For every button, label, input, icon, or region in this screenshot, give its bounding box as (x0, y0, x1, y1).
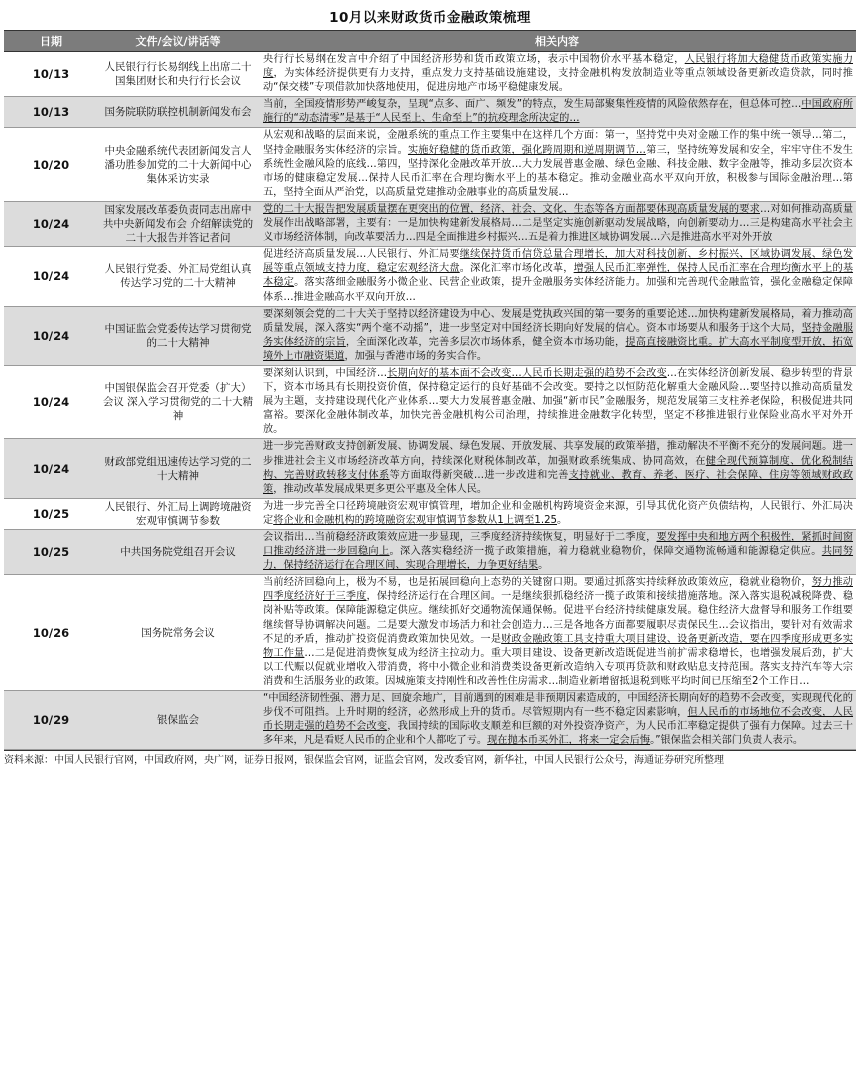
emphasized-text: 继续保持货币信贷总量合理增长，加大对科技创新、乡村振兴、区域协调发展、绿色发展等重点领域支持力度，稳定宏观经济大盘 (263, 249, 854, 275)
content-text: 。 (538, 560, 549, 572)
table-header (4, 31, 856, 52)
emphasized-text: 要发挥中央和地方两个积极性，紧抓时间窗口推动经济进一步回稳向上 (263, 532, 854, 558)
content-text: 。落实落细金融服务小微企业、民营企业政策，提升金融服务实体经济能力。加强和完善现代金融监管，强化金融稳定保障体系…推进金融高水平双向开放… (263, 277, 853, 303)
content-text: ，全面深化改革，完善多层次市场体系，健全资本市场功能， (345, 336, 626, 348)
page-title: 10月以来财政货币金融政策梳理 (329, 10, 531, 26)
row-date: 10/24 (4, 247, 98, 306)
emphasized-text: 健全现代预算制度、优化税制结构、完善财政转移支付体系 (263, 455, 853, 481)
emphasized-text: 长期向好的基本面不会改变…人民币长期走强的趋势不会改变 (387, 367, 667, 379)
row-content (258, 97, 856, 128)
row-content (258, 691, 856, 750)
row-date: 10/25 (4, 530, 98, 575)
content-text: 为进一步完善全口径跨境融资宏观审慎管理，增加企业和金融机构跨境资金来源，引导其优化资产负债结构，人民银行、外汇局决定 (263, 500, 853, 526)
row-source: 人民银行、外汇局上调跨境融资宏观审慎调节参数 (98, 498, 258, 529)
row-date: 10/25 (4, 498, 98, 529)
table-row (4, 575, 856, 691)
emphasized-text: 现在抛本币买外汇，将来一定会后悔 (487, 735, 651, 747)
row-content (258, 439, 856, 498)
row-source: 国务院常务会议 (98, 575, 258, 691)
row-source: 中共国务院党组召开会议 (98, 530, 258, 575)
content-text: 第三，坚持统筹发展和安全，牢牢守住不发生系统性金融风险的底线…第四，坚持深化金融改革开放…大力发展普惠金融、绿色金融、科技金融、数字金融等，推动多层次资本市场的健康稳定发展…保持人民币汇率在合理均衡水平上的基本稳定。推动金融业高水平双向开放，积极参与国际金融治理…第五，坚持全面从严治党，以高质量党建推动金融事业的高质量发展… (263, 144, 853, 198)
table-row (4, 247, 856, 306)
table-row (4, 128, 856, 201)
content-text: …对如何推动高质量发展作出战略部署，主要有：一是加快构建新发展格局…二是坚定实施创新驱动发展战略，向创新要动力…三是构建高水平社会主义市场经济体制，向改革要活力…四是全面推进乡村振兴…五是着力推进区域协调发展…六是推进高水平对外开放 (263, 203, 854, 244)
emphasized-text: 共同努力，保持经济运行在合理区间、实现合理增长，力争更好结果 (263, 546, 854, 572)
row-date: 10/13 (4, 52, 98, 97)
content-text: 要深刻领会党的二十大关于坚持以经济建设为中心、发展是党执政兴国的第一要务的重要论述…加快构建新发展格局，着力推动高质量发展，深入落实“两个毫不动摇”，进一步坚定对中国经济长期向好发展的信心。资本市场要从和服务于这个大局， (263, 308, 853, 334)
policy-table (4, 30, 856, 750)
table-row (4, 52, 856, 97)
content-text: ，保持经济运行在合理区间。一是继续狠抓稳经济一揽子政策和接续措施落地。深入落实退税减税降费、稳岗补贴等政策。保障能源稳定供应。继续抓好交通物流保通保畅。促进平台经济持续健康发展。稳住经济大盘督导和服务工作组要继续督导协调解决问题。二是要大激发市场活力和社会创造力…三是各地各方面都要履职尽责保民生…会议指出，要针对有效需求不足的矛盾，推动扩投资促消费政策加快见效。一是 (263, 591, 854, 645)
emphasized-text: 坚持金融服务实体经济的宗旨 (263, 322, 854, 348)
content-text: 。深化汇率市场化改革， (459, 263, 574, 275)
content-text: ，为实体经济提供更有力支持，重点发力支持基础设施建设，支持金融机构发放制造业等重点领域设备更新改造贷款，同时推动“保交楼”专项借款加快落地使用，促进房地产市场平稳健康发展。 (263, 68, 853, 94)
row-source: 国家发展改革委负责同志出席中共中央新闻发布会 介绍解读党的二十大报告并答记者问 (98, 201, 258, 246)
row-date: 10/20 (4, 128, 98, 201)
content-text: ，加强与香港市场的务实合作。 (344, 350, 488, 362)
table-row (4, 201, 856, 246)
row-source: 财政部党组迅速传达学习党的二十大精神 (98, 439, 258, 498)
table-row (4, 439, 856, 498)
row-source: 银保监会 (98, 691, 258, 750)
row-date: 10/29 (4, 691, 98, 750)
emphasized-text: 人民银行将加大稳健货币政策实施力度 (263, 54, 854, 80)
content-text: 要深刻认识到，中国经济… (263, 367, 388, 379)
content-text: 等方面取得新突破…进一步改进和完善 (389, 469, 569, 481)
row-content (258, 530, 856, 575)
table-row (4, 498, 856, 529)
content-text: 。”银保监会相关部门负责人表示。 (650, 735, 804, 747)
table-row (4, 691, 856, 750)
row-source: 中国银保监会召开党委（扩大）会议 深入学习贯彻党的二十大精神 (98, 365, 258, 438)
row-content (258, 498, 856, 529)
policy-summary-page (4, 6, 856, 768)
emphasized-text: 支持就业、教育、养老、医疗、社会保障、住房等领域财政政策 (263, 469, 854, 495)
row-date: 10/24 (4, 439, 98, 498)
table-row (4, 306, 856, 365)
row-source: 国务院联防联控机制新闻发布会 (98, 97, 258, 128)
row-source: 中国证监会党委传达学习贯彻党的二十大精神 (98, 306, 258, 365)
emphasized-text: 增强人民币汇率弹性，保持人民币汇率在合理均衡水平上的基本稳定 (263, 263, 854, 289)
column-header-date: 日期 (4, 31, 98, 52)
emphasized-text: 努力推动四季度经济好于三季度 (263, 577, 853, 603)
content-text: “中国经济韧性强、潜力足、回旋余地广，目前遇到的困难是非预期因素造成的，中国经济长期向好的趋势不会改变，实现现代化的步伐不可阻挡。上升时期的经济，必然形成上升的货币。尽管短期内有一些不稳定因素影响， (263, 693, 853, 719)
content-text: 进一步完善财政支持创新发展、协调发展、绿色发展、开放发展、共享发展的政策举措，推动解决不平衡不充分的发展问题。进一步推进社会主义市场经济改革方向，持续深化财税体制改革，加强财政系统集成、协同高效，在 (263, 441, 853, 467)
row-content (258, 365, 856, 438)
column-header-source: 文件/会议/讲话等 (98, 31, 258, 52)
source-note: 资料来源：中国人民银行官网，中国政府网，央广网，证券日报网，银保监会官网，证监会官网，发改委官网，新华社，中国人民银行公众号，海通证券研究所整理 (4, 750, 856, 768)
row-date: 10/13 (4, 97, 98, 128)
row-date: 10/26 (4, 575, 98, 691)
table-row (4, 530, 856, 575)
emphasized-text: 提高直接融资比重。扩大高水平制度型开放，拓宽境外上市融资渠道 (263, 336, 854, 362)
row-source: 人民银行行长易纲线上出席二十国集团财长和央行行长会议 (98, 52, 258, 97)
row-source: 中央金融系统代表团新闻发言人潘功胜参加党的二十大新闻中心集体采访实录 (98, 128, 258, 201)
emphasized-text: 实施好稳健的货币政策，强化跨周期和逆周期调节… (407, 144, 646, 156)
emphasized-text: 财政金融政策工具支持重大项目建设、设备更新改造，要在四季度形成更多实物工作量 (263, 633, 853, 659)
content-text: 。深入落实稳经济一揽子政策措施，着力稳就业稳物价，保障交通物流畅通和能源稳定供应。 (389, 546, 822, 558)
content-text: 央行行长易纲在发言中介绍了中国经济形势和货币政策立场，表示中国物价水平基本稳定， (263, 54, 685, 65)
row-content (258, 128, 856, 201)
emphasized-text: 中国政府所施行的“动态清零”是基于“人民至上、生命至上”的抗疫理念所决定的… (263, 99, 853, 125)
content-text: ，推动改革发展成果更多更公平惠及全体人民。 (273, 483, 488, 495)
row-content (258, 306, 856, 365)
row-date: 10/24 (4, 306, 98, 365)
content-text: 从宏观和战略的层面来说，金融系统的重点工作主要集中在这样几个方面：第一，坚持党中央对金融工作的集中统一领导…第二，坚持金融服务实体经济的宗旨。 (263, 130, 853, 156)
content-text: 当前，全国疫情形势严峻复杂，呈现“点多、面广、频发”的特点，发生局部聚集性疫情的风险依然存在，但总体可控… (263, 99, 802, 111)
row-content (258, 247, 856, 306)
row-content (258, 52, 856, 97)
table-row (4, 97, 856, 128)
content-text: …二是促进消费恢复成为经济主拉动力。重大项目建设、设备更新改造既促进当前扩需求稳增长，也增强发展后劲，扩大以工代赈以促就业增收入带消费，将中小微企业和消费类设备更新改造纳入专项再贷款和财政贴息支持范围。落实支持汽车等大宗消费和生活服务业的政策。因城施策支持刚性和改善性住房需求…制造业新增留抵退税到账平均时间已压缩至2个工作日… (263, 647, 854, 687)
column-header-content: 相关内容 (258, 31, 856, 52)
content-text: 会议指出…当前稳经济政策效应进一步显现，三季度经济持续恢复，明显好于二季度， (263, 532, 657, 543)
content-text: …在实体经济创新发展、稳步转型的背景下，资本市场具有长期投资价值，保持稳定运行的良好基础不会改变。要持之以恒防范化解重大金融风险…要坚持以推动高质量发展为主题，支持建设现代化产业体系…要大力发展普惠金融、加强“新市民”金融服务，规范发展第三支柱养老保险，积极促进共同富裕。要深化金融体制改革，加快完善金融机构公司治理，持续推进金融数字化转型，坚定不移推进银行业保险业高水平对外开放。 (263, 367, 853, 436)
content-text: 促进经济高质量发展…人民银行、外汇局要 (263, 249, 460, 261)
content-text: 。 (557, 514, 568, 526)
row-date: 10/24 (4, 201, 98, 246)
emphasized-text: 将企业和金融机构的跨境融资宏观审慎调节参数从1上调至1.25 (273, 514, 558, 526)
row-content (258, 575, 856, 691)
row-date: 10/24 (4, 365, 98, 438)
emphasized-text: 但人民币的市场地位不会改变，人民币长期走强的趋势不会改变 (263, 707, 854, 733)
row-content (258, 201, 856, 246)
table-body (4, 52, 856, 750)
emphasized-text: 党的二十大报告把发展质量摆在更突出的位置，经济、社会、文化、生态等各方面都要体现高质量发展的要求 (263, 203, 760, 215)
content-text: ，我国持续的国际收支顺差和巨额的对外投资净资产，为人民币汇率稳定提供了强有力保障。过去三十多年来，凡是看贬人民币的企业和个人都吃了亏。 (263, 721, 853, 747)
row-source: 人民银行党委、外汇局党组认真传达学习党的二十大精神 (98, 247, 258, 306)
content-text: 当前经济回稳向上，极为不易，也是拓展回稳向上态势的关键窗口期。要通过抓落实持续释放政策效应，稳就业稳物价， (263, 577, 812, 589)
table-row (4, 365, 856, 438)
